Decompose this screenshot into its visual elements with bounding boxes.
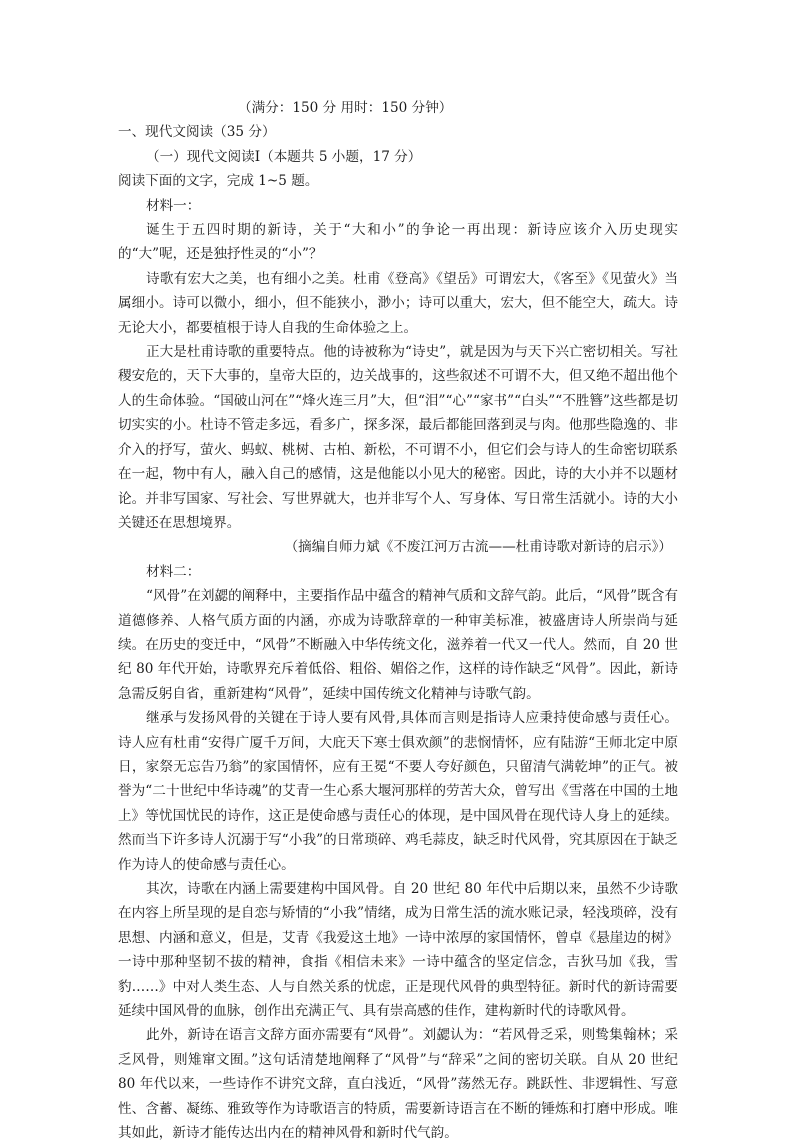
score-info: （满分：150 分 用时：150 分钟）: [238, 100, 453, 116]
material1-paragraph: 诗歌有宏大之美，也有细小之美。杜甫《登高》《望岳》可谓宏大，《客至》《见萤火》当属细小。诗可以微小，细小，但不能狭小，渺小；诗可以重大，宏大，但不能空大，疏大。诗无论大小，都要植根于诗人自我的生命体验之上。: [118, 270, 678, 336]
material2-label: 材料二：: [146, 563, 201, 580]
material1-source: （摘编自师力斌《不废江河万古流——杜甫诗歌对新诗的启示》）: [284, 539, 672, 556]
material1-paragraph: 诞生于五四时期的新诗，关于“大和小”的争论一再出现：新诗应该介入历史现实的“大”呢，还是独抒性灵的“小”？: [118, 222, 678, 263]
material2-paragraph: “风骨”在刘勰的阐释中，主要指作品中蕴含的精神气质和文辞气韵。此后，“风骨”既含有道德修养、人格气质方面的内涵，亦成为诗歌辞章的一种审美标准，被盛唐诗人所崇尚与延续。在历史的变迁中，“风骨”不断融入中华传统文化，滋养着一代又一代人。然而，自 20 世纪 80 年代开始，诗歌界充斥着低俗、粗俗、媚俗之作，这样的诗作缺乏“风骨”。因此，新诗急需反躬自省，重新建构“风骨”，延续中国传统文化精神与诗歌气韵。: [118, 588, 678, 702]
section-title: 一、现代文阅读（35 分）: [118, 124, 276, 141]
document-page: [118, 96, 678, 1145]
material1-paragraph: 正大是杜甫诗歌的重要特点。他的诗被称为“诗史”，就是因为与天下兴亡密切相关。写社稷安危的，天下大事的，皇帝大臣的，边关战事的，这些叙述不可谓不大，但又绝不超出他个人的生命体验。“国破山河在”“烽火连三月”大，但“泪”“心”“家书”“白头”“不胜簪”这些都是切切实实的小。杜诗不管走多远，看多广，探多深，最后都能回落到灵与肉。他那些隐逸的、非介入的抒写，萤火、蚂蚁、桃树、古柏、新松，不可谓不小，但它们会与诗人的生命密切联系在一起，物中有人，融入自己的感情，这是他能以小见大的秘密。因此，诗的大小并不以题材论。并非写国家、写社会、写世界就大，也并非写个人、写身体、写日常生活就小。诗的大小关键还在思想境界。: [118, 344, 678, 531]
reading-instruction: 阅读下面的文字，完成 1~5 题。: [118, 173, 319, 190]
material2-paragraph: 此外，新诗在语言文辞方面亦需要有“风骨”。刘勰认为：“若风骨乏采，则鸷集翰林；采乏风骨，则雉窜文囿。”这句话清楚地阐释了“风骨”与“辞采”之间的密切关联。自从 20 世纪 80 年代以来，一些诗作不讲究文辞，直白浅近，“风骨”荡然无存。跳跃性、非逻辑性、写意性、含蓄、凝练、雅致等作为诗歌语言的特质，需要新诗语言在不断的锤炼和打磨中形成。唯其如此，新诗才能传达出内在的精神风骨和新时代气韵。: [118, 1027, 678, 1142]
material2-paragraph: 继承与发扬风骨的关键在于诗人要有风骨,具体而言则是指诗人应秉持使命感与责任心。诗人应有杜甫“安得广厦千万间，大庇天下寒士俱欢颜”的悲悯情怀，应有陆游“王师北定中原日，家祭无忘告乃翁”的家国情怀，应有王冕“不要人夸好颜色，只留清气满乾坤”的正气。被誉为“二十世纪中华诗魂”的艾青一生心系大堰河那样的劳苦大众，曾写出《雪落在中国的土地上》等忧国忧民的诗作，这正是使命感与责任心的体现，是中国风骨在现代诗人身上的延续。然而当下许多诗人沉溺于写“小我”的日常琐碎、鸡毛蒜皮，缺乏时代风骨，究其原因在于缺乏作为诗人的使命感与责任心。: [118, 710, 678, 873]
subsection-title: （一）现代文阅读Ⅰ（本题共 5 小题，17 分）: [146, 148, 422, 165]
material2-paragraph: 其次，诗歌在内涵上需要建构中国风骨。自 20 世纪 80 年代中后期以来，虽然不少诗歌在内容上所呈现的是自恋与矫情的“小我”情绪，成为日常生活的流水账记录，轻浅琐碎，没有思想、内涵和意义，但是，艾青《我爱这土地》一诗中浓厚的家国情怀，曾卓《悬崖边的树》一诗中那种坚韧不拔的精神，食指《相信未来》一诗中蕴含的坚定信念，吉狄马加《我，雪豹……》中对人类生态、人与自然关系的忧虑，正是现代风骨的典型特征。新时代的新诗需要延续中国风骨的血脉，创作出充满正气、具有崇高感的佳作，建构新时代的诗歌风骨。: [118, 881, 678, 1020]
material1-label: 材料一：: [146, 197, 201, 214]
